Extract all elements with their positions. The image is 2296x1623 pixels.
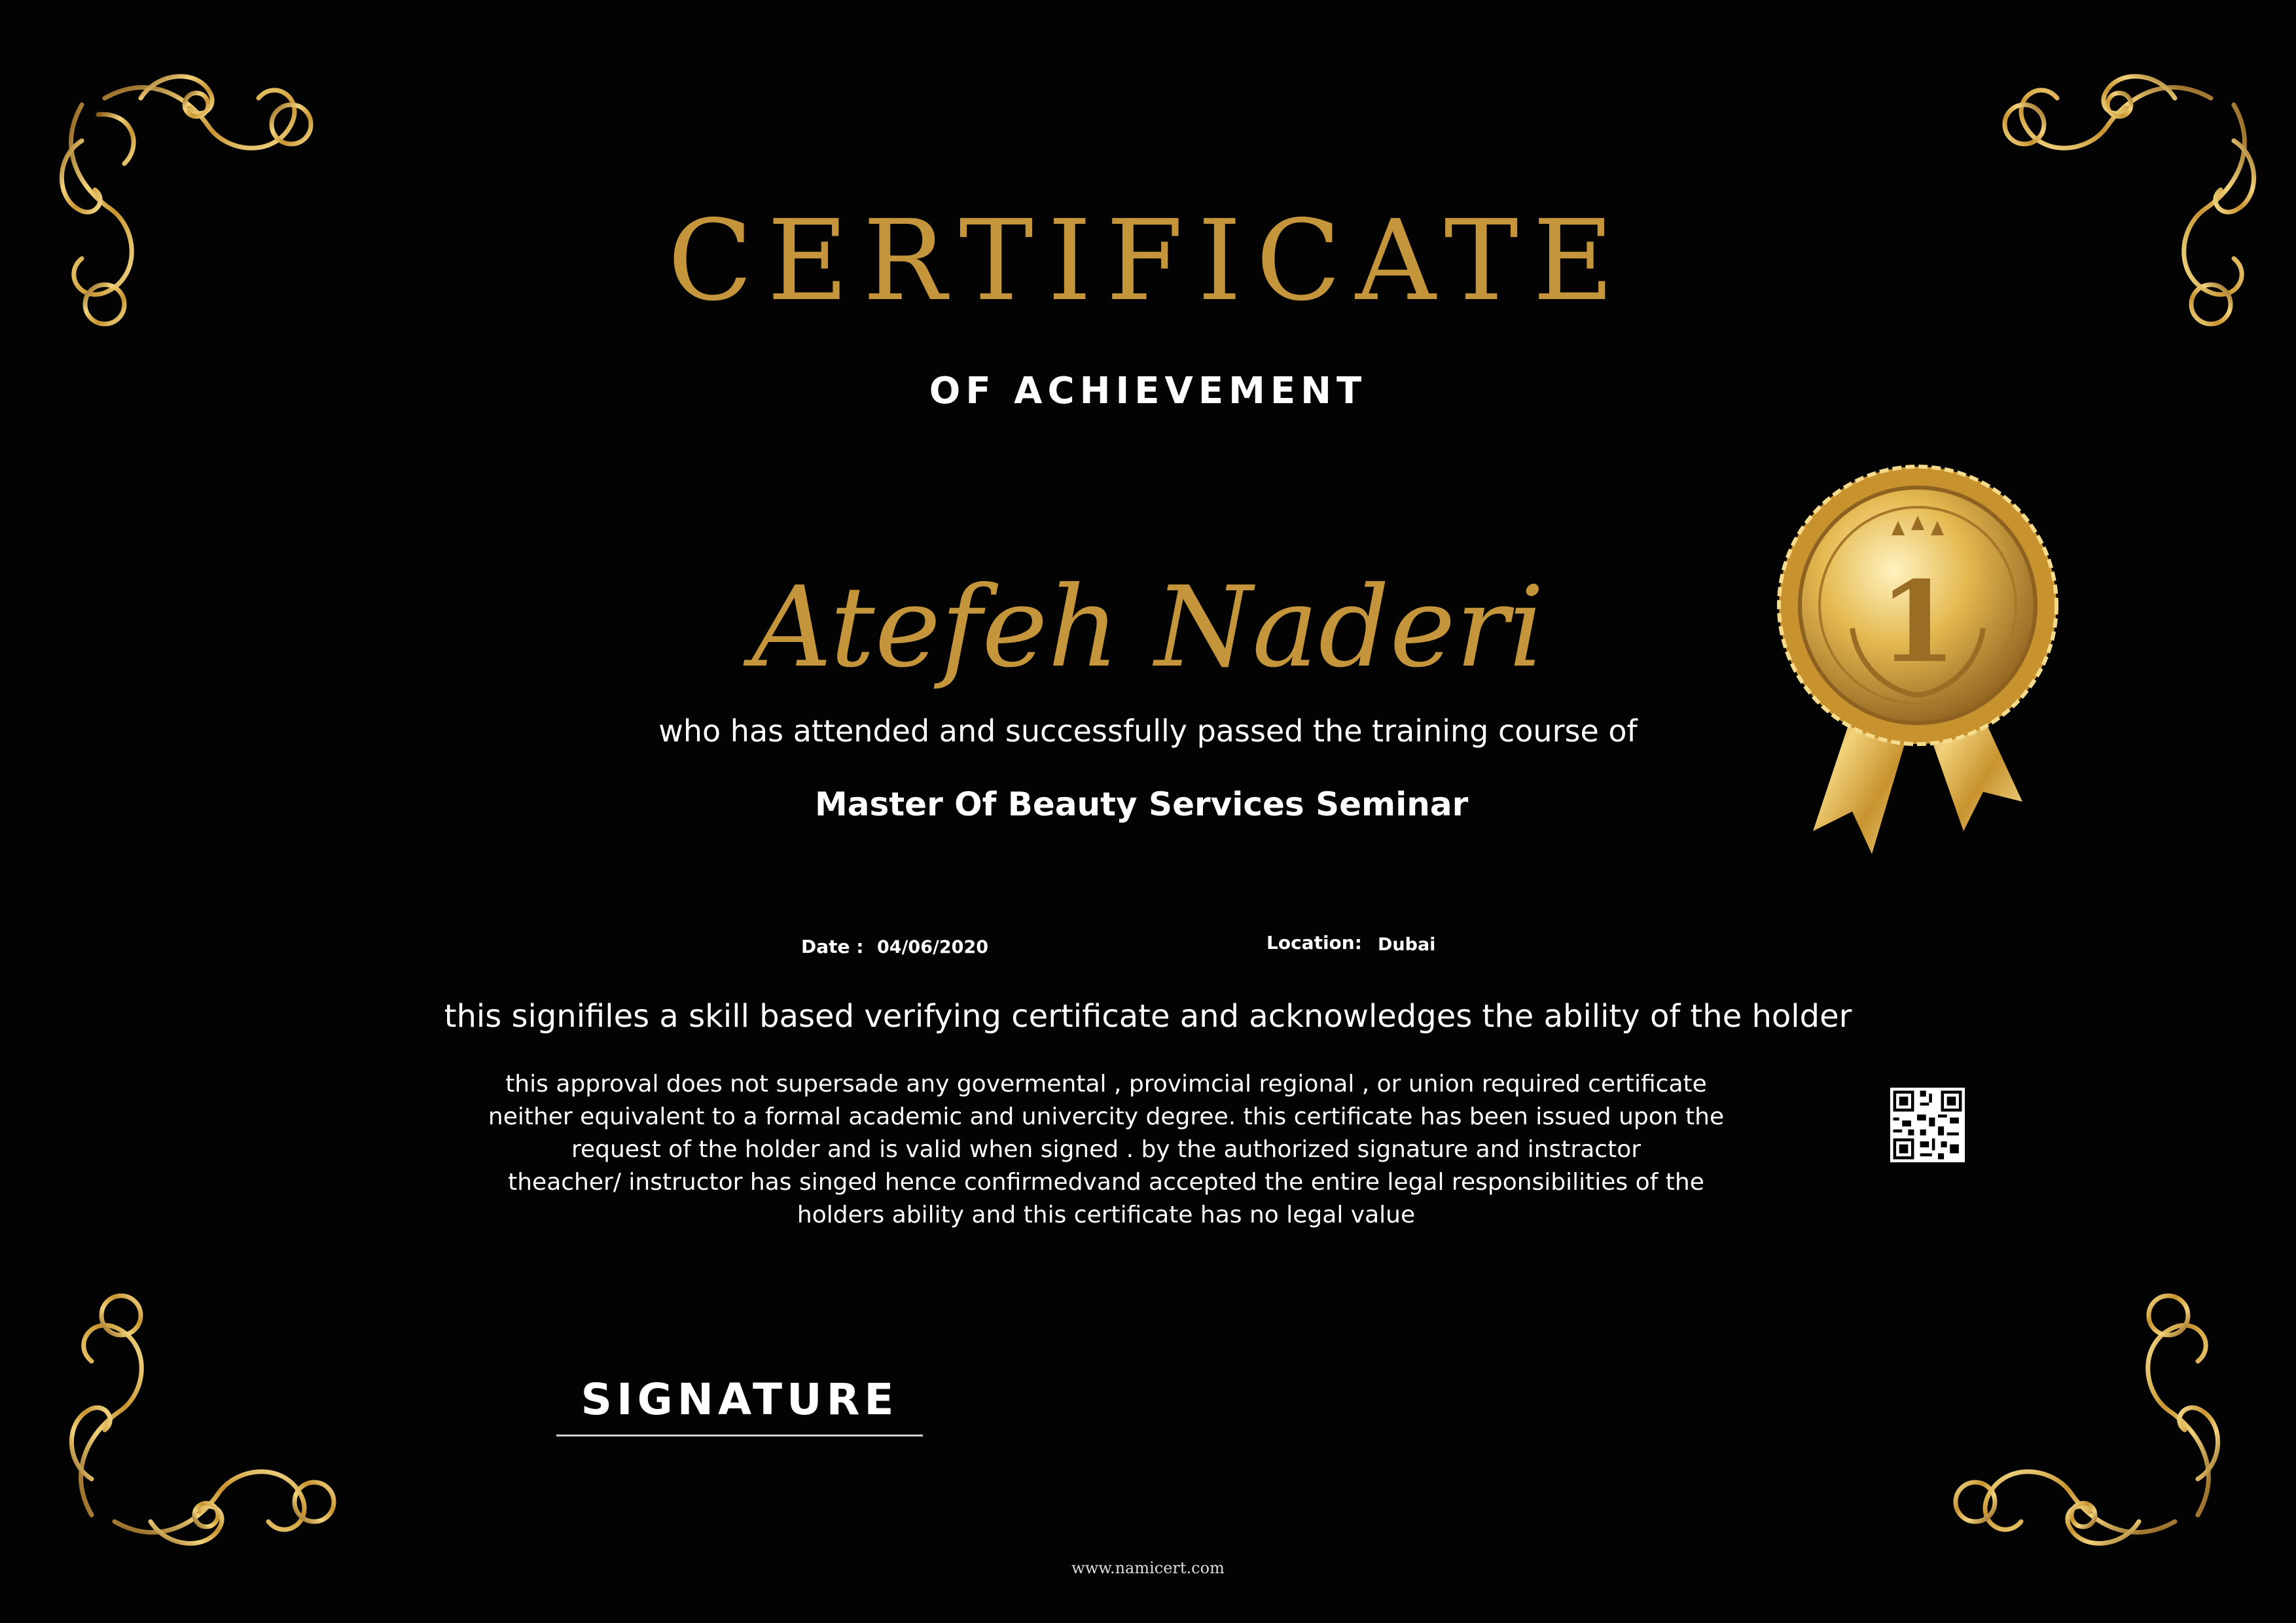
gold-medal-icon bbox=[1767, 465, 2068, 857]
signature-line bbox=[556, 1435, 923, 1436]
certificate-title: CERTIFICATE bbox=[668, 196, 1628, 326]
certificate-subtitle: OF ACHIEVEMENT bbox=[929, 370, 1367, 412]
signifies-text: this signifiles a skill based verifying certificate and acknowledges the ability of the holder bbox=[444, 998, 1852, 1035]
legal-line: request of the holder and is valid when signed . by the authorized signature and instractor bbox=[571, 1136, 1641, 1163]
legal-disclaimer bbox=[484, 1068, 1728, 1232]
course-name: Master Of Beauty Services Seminar bbox=[815, 785, 1469, 823]
legal-line: theacher/ instructor has singed hence confirmedvand accepted the entire legal responsibilities of the bbox=[508, 1169, 1704, 1196]
location-label: Location: bbox=[1266, 932, 1362, 954]
medal-number: 1 bbox=[1878, 557, 1957, 688]
date-value: 04/06/2020 bbox=[877, 937, 989, 957]
corner-ornament-bottom-right bbox=[1772, 1099, 2296, 1623]
qr-code-icon bbox=[1890, 1088, 1965, 1162]
legal-line: holders ability and this certificate has no legal value bbox=[797, 1202, 1416, 1228]
date-label: Date : bbox=[801, 936, 864, 957]
signature-label: SIGNATURE bbox=[581, 1374, 899, 1425]
location-value: Dubai bbox=[1378, 935, 1436, 955]
legal-line: this approval does not supersade any govermental , provimcial regional , or union required certificate bbox=[505, 1071, 1707, 1097]
legal-line: neither equivalent to a formal academic and univercity degree. this certificate has been issued upon the bbox=[488, 1103, 1725, 1130]
attended-text: who has attended and successfully passed the training course of bbox=[658, 713, 1638, 749]
website-link[interactable]: www.namicert.com bbox=[1071, 1559, 1225, 1577]
corner-ornament-bottom-left bbox=[0, 1086, 524, 1623]
recipient-name: Atefeh Naderi bbox=[751, 563, 1545, 692]
